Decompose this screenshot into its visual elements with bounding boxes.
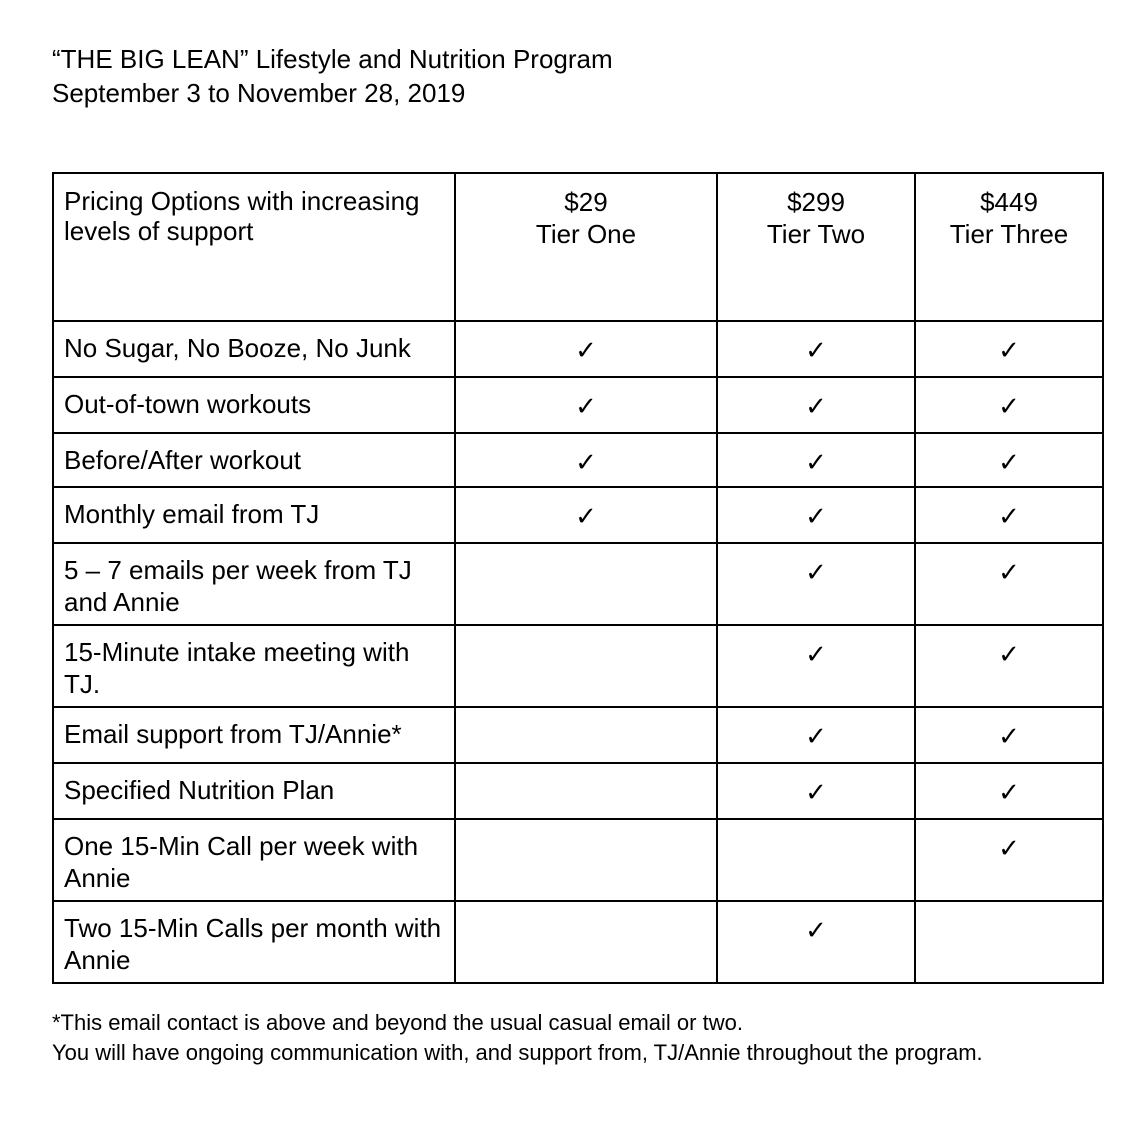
- tier-three-check: ✓: [915, 487, 1103, 543]
- table-row: [53, 487, 1103, 543]
- footnote-line-1: *This email contact is above and beyond the usual casual email or two.: [52, 1010, 743, 1035]
- tier-three-check: ✓: [915, 625, 1103, 707]
- table-row: [53, 901, 1103, 983]
- tier-three-name: Tier Three: [949, 219, 1069, 249]
- pricing-table: [52, 172, 1104, 984]
- feature-label: Specified Nutrition Plan: [53, 763, 455, 819]
- tier-one-check: [455, 707, 717, 763]
- feature-label: One 15-Min Call per week with Annie: [53, 819, 455, 901]
- page-title: “THE BIG LEAN” Lifestyle and Nutrition Program: [52, 44, 613, 74]
- tier-one-check: [455, 625, 717, 707]
- tier-one-check: ✓: [455, 433, 717, 487]
- table-row: [53, 763, 1103, 819]
- tier-three-check: ✓: [915, 321, 1103, 377]
- tier-three-price: $449: [980, 187, 1038, 217]
- tier-three-check: ✓: [915, 433, 1103, 487]
- tier-three-check: ✓: [915, 763, 1103, 819]
- tier-one-check: ✓: [455, 377, 717, 433]
- tier-two-check: [717, 819, 915, 901]
- feature-label: Monthly email from TJ: [53, 487, 455, 543]
- table-row: [53, 377, 1103, 433]
- table-row: [53, 321, 1103, 377]
- tier-two-check: ✓: [717, 321, 915, 377]
- document-header: [52, 42, 613, 110]
- program-dates: September 3 to November 28, 2019: [52, 78, 466, 108]
- table-header-row: [53, 173, 1103, 321]
- tier-one-check: ✓: [455, 321, 717, 377]
- tier-two-check: ✓: [717, 487, 915, 543]
- pricing-header-label: Pricing Options with increasing levels of support: [53, 173, 455, 321]
- table-row: [53, 707, 1103, 763]
- feature-label: No Sugar, No Booze, No Junk: [53, 321, 455, 377]
- tier-two-name: Tier Two: [766, 219, 866, 249]
- footnote: [52, 1008, 983, 1068]
- table-row: [53, 543, 1103, 625]
- feature-label: Before/After workout: [53, 433, 455, 487]
- feature-label: 15-Minute intake meeting with TJ.: [53, 625, 455, 707]
- tier-one-price: $29: [564, 187, 608, 217]
- feature-label: Two 15-Min Calls per month with Annie: [53, 901, 455, 983]
- feature-label: Email support from TJ/Annie*: [53, 707, 455, 763]
- tier-two-check: ✓: [717, 433, 915, 487]
- tier-three-check: ✓: [915, 707, 1103, 763]
- tier-two-check: ✓: [717, 543, 915, 625]
- tier-two-check: ✓: [717, 901, 915, 983]
- tier-two-check: ✓: [717, 377, 915, 433]
- tier-one-check: [455, 763, 717, 819]
- tier-two-header: [717, 173, 915, 321]
- tier-one-check: [455, 543, 717, 625]
- tier-three-check: ✓: [915, 819, 1103, 901]
- tier-one-check: ✓: [455, 487, 717, 543]
- table-row: [53, 625, 1103, 707]
- tier-three-check: ✓: [915, 543, 1103, 625]
- table-row: [53, 433, 1103, 487]
- tier-one-check: [455, 901, 717, 983]
- tier-three-check: [915, 901, 1103, 983]
- feature-label: Out-of-town workouts: [53, 377, 455, 433]
- tier-two-price: $299: [787, 187, 845, 217]
- feature-label: 5 – 7 emails per week from TJ and Annie: [53, 543, 455, 625]
- tier-two-check: ✓: [717, 707, 915, 763]
- tier-one-name: Tier One: [535, 219, 637, 249]
- table-row: [53, 819, 1103, 901]
- footnote-line-2: You will have ongoing communication with, and support from, TJ/Annie throughout the program.: [52, 1040, 983, 1065]
- tier-one-header: [455, 173, 717, 321]
- tier-two-check: ✓: [717, 763, 915, 819]
- tier-three-check: ✓: [915, 377, 1103, 433]
- tier-two-check: ✓: [717, 625, 915, 707]
- tier-three-header: [915, 173, 1103, 321]
- tier-one-check: [455, 819, 717, 901]
